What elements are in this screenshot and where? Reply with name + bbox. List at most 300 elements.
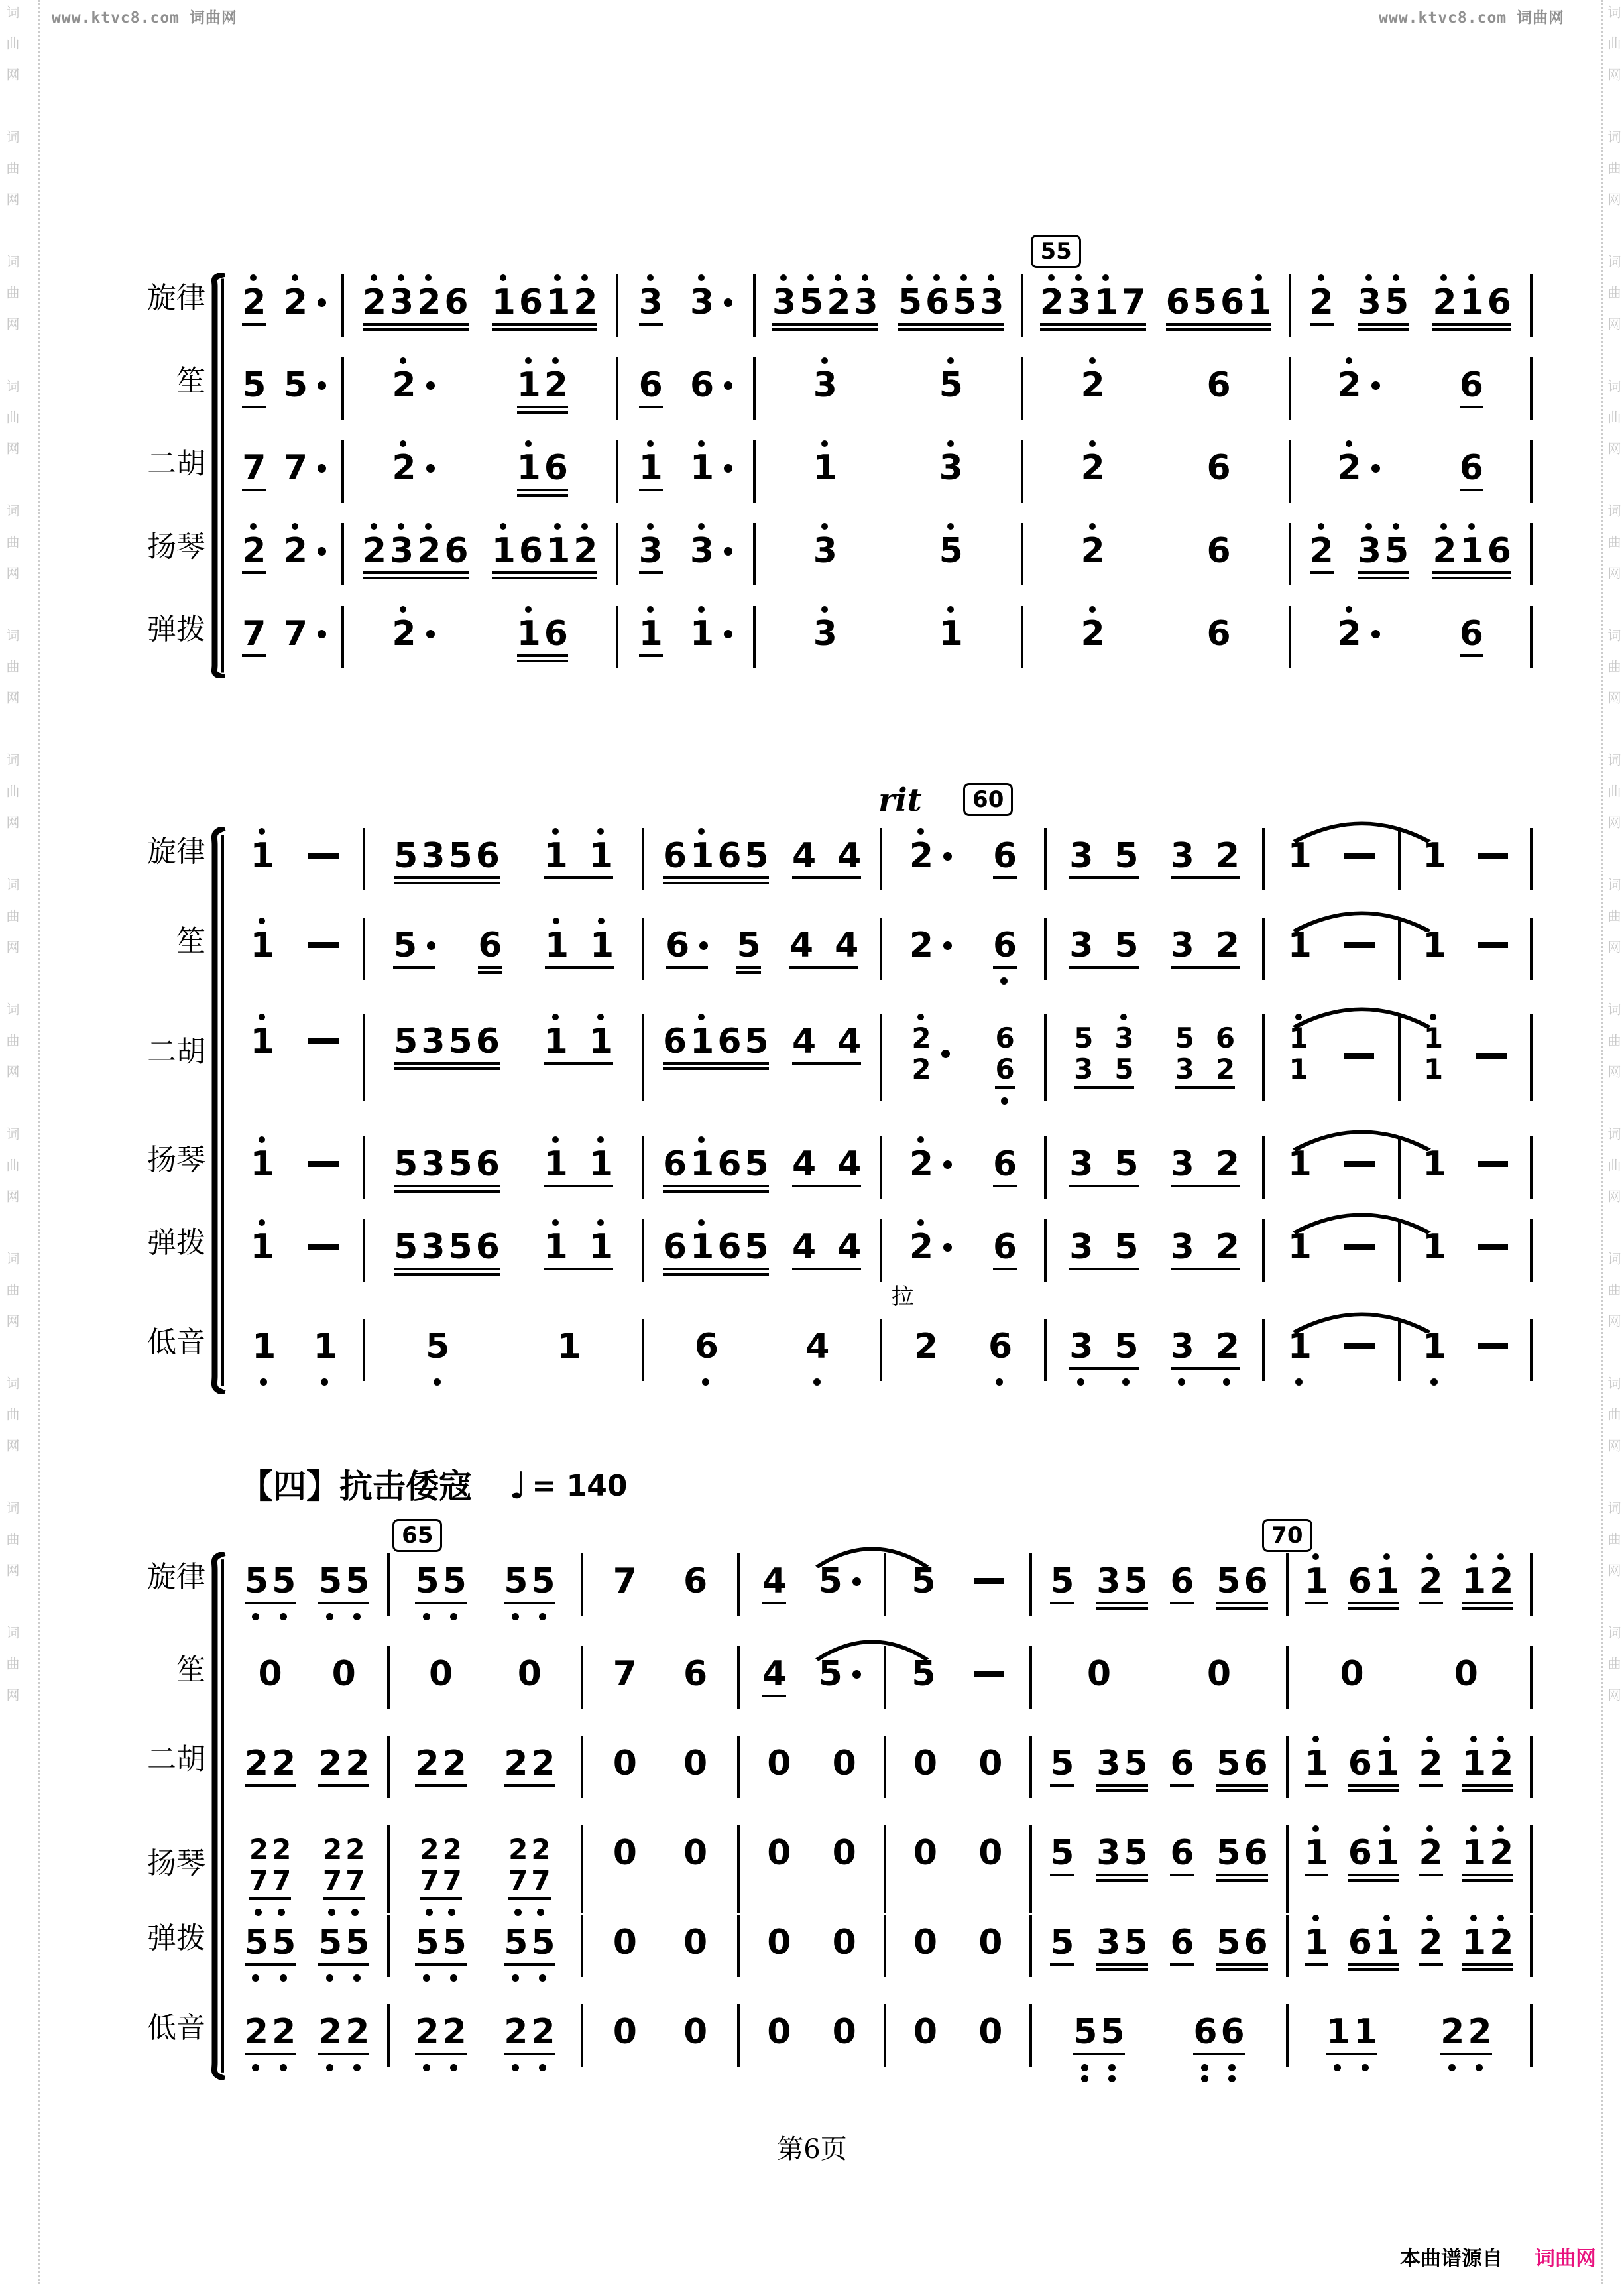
octave-dots-above bbox=[476, 1134, 498, 1145]
note bbox=[639, 272, 663, 322]
octave-dots-above bbox=[519, 272, 542, 283]
measure bbox=[1045, 1217, 1263, 1266]
digit: 2 bbox=[827, 282, 851, 322]
beam-line bbox=[663, 1185, 769, 1187]
octave-dots-above bbox=[690, 603, 713, 615]
note-digit bbox=[476, 1022, 500, 1061]
measure bbox=[617, 603, 754, 653]
digit: 3 bbox=[1170, 1327, 1194, 1366]
octave-dots-above bbox=[1288, 915, 1310, 926]
note bbox=[519, 520, 543, 570]
digit: 0 bbox=[767, 1833, 791, 1873]
octave-dots-above bbox=[1468, 2002, 1490, 2013]
octave-dots-above bbox=[544, 1217, 567, 1228]
octave-dots-above bbox=[690, 1011, 713, 1022]
digit: 7 bbox=[612, 1561, 637, 1601]
octave-dots-above bbox=[573, 272, 596, 283]
octave-dots-above bbox=[1114, 825, 1137, 837]
note bbox=[544, 355, 568, 404]
octave-dots-above bbox=[993, 1217, 1015, 1228]
note-digit bbox=[909, 926, 952, 965]
chord-digit: 1 bbox=[1423, 1022, 1444, 1054]
note-digit bbox=[544, 837, 568, 875]
octave-dots-above bbox=[242, 355, 264, 366]
note-digit bbox=[531, 1834, 550, 1896]
beam-line bbox=[1432, 577, 1511, 579]
note bbox=[544, 603, 568, 653]
measure bbox=[1290, 355, 1531, 404]
note-group bbox=[813, 438, 837, 487]
beam-line bbox=[394, 1190, 500, 1193]
beam-line bbox=[415, 1963, 466, 1966]
octave-dots-above bbox=[1100, 2002, 1123, 2013]
digit: 6 bbox=[1170, 1833, 1194, 1873]
note-digit bbox=[913, 2013, 937, 2051]
digit: 0 bbox=[832, 1923, 856, 1962]
note bbox=[245, 2002, 268, 2071]
measure bbox=[1045, 1316, 1263, 1386]
digit: 1 bbox=[1422, 1144, 1447, 1184]
note bbox=[1422, 915, 1446, 965]
octave-dots-above bbox=[978, 1912, 1001, 1923]
note-group bbox=[663, 1134, 769, 1183]
octave-dots-above bbox=[1069, 1134, 1092, 1145]
note-group bbox=[504, 1733, 555, 1783]
octave-dot bbox=[326, 2064, 333, 2071]
note bbox=[1124, 1733, 1147, 1783]
octave-dots-above bbox=[504, 1733, 526, 1744]
note-digit bbox=[1305, 1744, 1328, 1783]
note-group bbox=[492, 520, 598, 570]
octave-dots-above bbox=[914, 1316, 937, 1327]
octave-dots-above bbox=[394, 1011, 416, 1022]
digit: 6 bbox=[1244, 1744, 1268, 1783]
beam-line bbox=[363, 328, 469, 331]
note bbox=[1460, 438, 1483, 487]
note-group bbox=[251, 1217, 274, 1266]
note-group bbox=[394, 825, 500, 875]
octave-dot bbox=[988, 274, 994, 281]
octave-dots-above bbox=[911, 1011, 930, 1022]
octave-dots-above bbox=[639, 272, 662, 283]
octave-dot bbox=[552, 1136, 559, 1143]
note bbox=[1114, 915, 1138, 965]
note-digit bbox=[813, 449, 837, 487]
note-digit bbox=[835, 926, 858, 965]
note-digit bbox=[1170, 1923, 1194, 1962]
octave-dots-below bbox=[1326, 2064, 1349, 2071]
note-digit bbox=[1419, 1562, 1442, 1600]
note-digit bbox=[939, 615, 963, 653]
octave-dots-above bbox=[392, 438, 414, 449]
note bbox=[613, 1823, 637, 1872]
note-digit bbox=[833, 1744, 856, 1783]
digit: 6 bbox=[1459, 448, 1483, 488]
digit: 1 bbox=[690, 1022, 715, 1061]
octave-dots-above bbox=[639, 438, 662, 449]
octave-dots-above bbox=[245, 1551, 267, 1562]
dash bbox=[1344, 1244, 1375, 1250]
note-group bbox=[1096, 1733, 1147, 1783]
note bbox=[1171, 1134, 1194, 1183]
digit: 2 bbox=[909, 1227, 934, 1267]
note bbox=[663, 1134, 687, 1183]
augmentation-dot bbox=[724, 464, 732, 473]
digit: 5 bbox=[448, 1227, 473, 1267]
beam-line bbox=[545, 966, 614, 969]
note bbox=[1170, 1823, 1194, 1872]
note-group bbox=[833, 1823, 856, 1872]
digit: 0 bbox=[1206, 1654, 1232, 1694]
note-digit bbox=[1305, 1834, 1328, 1872]
measure bbox=[1022, 438, 1290, 487]
note-digit bbox=[1216, 1022, 1235, 1085]
instrument-label: 二胡 bbox=[147, 1035, 205, 1069]
rehearsal-number: 60 bbox=[963, 783, 1013, 816]
octave-dots-above bbox=[978, 2002, 1001, 2013]
augmentation-dot bbox=[426, 381, 435, 390]
note-digit bbox=[813, 366, 837, 404]
note bbox=[1375, 1551, 1399, 1600]
note bbox=[589, 1217, 613, 1266]
octave-dots-above bbox=[813, 520, 836, 532]
credit-site: 词曲网 bbox=[1535, 2247, 1596, 2271]
note-digit bbox=[1114, 837, 1138, 875]
augmentation-dot bbox=[941, 1050, 950, 1058]
digit: 0 bbox=[1086, 1654, 1112, 1694]
measure bbox=[1031, 1644, 1287, 1693]
note bbox=[504, 1551, 528, 1620]
octave-dots-above bbox=[1050, 1551, 1073, 1562]
note bbox=[420, 1823, 439, 1916]
note-group bbox=[911, 1011, 949, 1085]
instrument-label: 弹拨 bbox=[147, 1226, 205, 1260]
instrument-label: 笙 bbox=[176, 924, 205, 958]
digit: 0 bbox=[683, 1923, 708, 1962]
note bbox=[1216, 1823, 1240, 1872]
note-group bbox=[1424, 1011, 1443, 1085]
note bbox=[1216, 1011, 1235, 1085]
note-digit bbox=[762, 1562, 786, 1600]
measure bbox=[343, 355, 617, 404]
octave-dot bbox=[1000, 977, 1008, 985]
octave-dots-above bbox=[1348, 1733, 1371, 1744]
measure bbox=[343, 438, 617, 487]
octave-dot bbox=[917, 1219, 924, 1226]
note bbox=[1288, 1134, 1312, 1183]
octave-dots-above bbox=[613, 1551, 636, 1562]
note bbox=[531, 1733, 555, 1783]
octave-dots-below bbox=[245, 1974, 267, 1982]
octave-dots-above bbox=[518, 1644, 540, 1655]
beam-line bbox=[323, 1897, 365, 1900]
augmentation-dot bbox=[426, 630, 435, 638]
note bbox=[392, 355, 434, 404]
octave-dot bbox=[698, 1219, 705, 1226]
octave-dot bbox=[1383, 1915, 1390, 1921]
octave-dot bbox=[450, 2064, 457, 2071]
note bbox=[613, 2002, 637, 2051]
octave-dots-above bbox=[476, 1011, 498, 1022]
digit: 5 bbox=[736, 926, 761, 965]
octave-dots-below bbox=[504, 1974, 526, 1982]
note bbox=[417, 272, 441, 322]
note-digit bbox=[531, 1744, 555, 1783]
digit: 5 bbox=[394, 1144, 418, 1184]
note bbox=[1244, 1912, 1267, 1962]
note bbox=[242, 355, 266, 404]
chord-stack bbox=[420, 1834, 439, 1896]
octave-dots-above bbox=[1096, 1912, 1119, 1923]
beam-line bbox=[792, 876, 861, 879]
octave-dot bbox=[425, 274, 432, 281]
note bbox=[767, 2002, 791, 2051]
note-digit bbox=[251, 837, 274, 875]
note-digit bbox=[1244, 1744, 1267, 1783]
beam-line bbox=[1348, 1789, 1399, 1792]
note-digit bbox=[980, 283, 1004, 322]
octave-dots-above bbox=[913, 1823, 936, 1834]
note bbox=[308, 1217, 339, 1250]
octave-dot bbox=[1365, 274, 1372, 281]
octave-dots-above bbox=[531, 1733, 553, 1744]
chord-stack bbox=[249, 1834, 268, 1896]
note bbox=[909, 825, 952, 875]
note-digit bbox=[837, 1145, 861, 1183]
note bbox=[690, 272, 732, 322]
octave-dots-above bbox=[767, 2002, 789, 2013]
note bbox=[1454, 1644, 1478, 1693]
beam-line bbox=[1348, 1784, 1399, 1787]
note-digit bbox=[1216, 837, 1240, 875]
octave-dots-above bbox=[1432, 272, 1455, 283]
octave-dot bbox=[1102, 274, 1109, 281]
beam-line bbox=[1050, 1602, 1074, 1604]
note-digit bbox=[1081, 366, 1105, 404]
chord-digit: 2 bbox=[911, 1053, 931, 1085]
chord-digit: 2 bbox=[1215, 1053, 1236, 1085]
note-group bbox=[1419, 1823, 1442, 1872]
octave-dot bbox=[1440, 523, 1447, 530]
octave-dots-above bbox=[911, 1551, 934, 1562]
digit: 6 bbox=[666, 926, 690, 965]
octave-dots-above bbox=[767, 1733, 789, 1744]
beam-line bbox=[245, 1784, 296, 1787]
note-digit bbox=[429, 1655, 453, 1693]
octave-dots-above bbox=[683, 2002, 706, 2013]
octave-dots-above bbox=[978, 1823, 1001, 1834]
note-group bbox=[284, 438, 326, 487]
chord-stack bbox=[995, 1022, 1014, 1085]
note bbox=[1175, 1011, 1194, 1085]
note bbox=[1247, 272, 1271, 322]
note-digit bbox=[1375, 1562, 1399, 1600]
augmentation-dot bbox=[724, 381, 732, 390]
note-digit bbox=[1170, 1562, 1194, 1600]
digit: 2 bbox=[1419, 1744, 1443, 1783]
octave-dot bbox=[371, 523, 377, 530]
octave-dot bbox=[259, 1014, 265, 1020]
note bbox=[913, 2002, 937, 2051]
note bbox=[1375, 1912, 1399, 1962]
note bbox=[1069, 825, 1093, 875]
octave-dot bbox=[450, 1974, 457, 1982]
digit: 2 bbox=[442, 2012, 467, 2052]
staff-line bbox=[225, 825, 1531, 875]
octave-dots-above bbox=[939, 520, 962, 532]
digit: 7 bbox=[612, 1654, 637, 1694]
note bbox=[544, 1134, 568, 1183]
augmentation-dot bbox=[943, 1243, 952, 1252]
note bbox=[363, 520, 386, 570]
digit: 5 bbox=[394, 1022, 418, 1061]
octave-dots-above bbox=[318, 1733, 341, 1744]
note-group bbox=[695, 1316, 719, 1386]
digit: 5 bbox=[1385, 282, 1409, 322]
note-digit bbox=[909, 1228, 952, 1266]
beam-line bbox=[544, 1268, 613, 1270]
note-digit bbox=[1175, 1022, 1194, 1085]
beam-line bbox=[1096, 1784, 1147, 1787]
octave-dots-above bbox=[613, 1644, 636, 1655]
octave-dots-above bbox=[1171, 915, 1193, 926]
digit: 0 bbox=[331, 1654, 356, 1694]
digit: 1 bbox=[1287, 926, 1312, 965]
measure bbox=[388, 1823, 582, 1916]
note-digit bbox=[1338, 449, 1380, 487]
note-digit bbox=[478, 926, 502, 965]
note-digit bbox=[443, 1834, 462, 1896]
note-group bbox=[504, 2002, 555, 2071]
octave-dot bbox=[1470, 1736, 1477, 1742]
note-digit bbox=[1422, 1145, 1446, 1183]
digit: 5 bbox=[394, 836, 418, 876]
note-digit bbox=[767, 2013, 791, 2051]
dash bbox=[974, 1578, 1004, 1584]
note-digit bbox=[421, 837, 445, 875]
note bbox=[1338, 603, 1380, 653]
note-digit bbox=[251, 926, 274, 965]
beam-line bbox=[1069, 1268, 1138, 1270]
octave-dots-above bbox=[1454, 1644, 1477, 1655]
digit: 1 bbox=[250, 1144, 274, 1184]
staff-row bbox=[66, 1644, 1531, 1733]
note bbox=[345, 1912, 369, 1982]
note bbox=[415, 1551, 439, 1620]
note-digit bbox=[1096, 1923, 1120, 1962]
augmentation-dot bbox=[318, 630, 326, 638]
note bbox=[251, 1011, 274, 1061]
digit: 5 bbox=[244, 1561, 269, 1601]
note bbox=[345, 2002, 369, 2071]
measure bbox=[1287, 1551, 1531, 1620]
octave-dot bbox=[1334, 2064, 1341, 2071]
digit: 1 bbox=[1326, 2012, 1351, 2052]
digit: 1 bbox=[638, 448, 663, 488]
octave-dots-above bbox=[717, 1011, 740, 1022]
note-group bbox=[544, 825, 613, 875]
beam-line bbox=[1460, 489, 1483, 491]
note-group bbox=[1170, 1733, 1194, 1783]
measure bbox=[1263, 1011, 1399, 1105]
note-group bbox=[1422, 1217, 1446, 1266]
note bbox=[504, 1912, 528, 1982]
octave-dot bbox=[1476, 2064, 1483, 2071]
measure bbox=[881, 1316, 1045, 1386]
digit: 5 bbox=[345, 1561, 370, 1601]
note-digit bbox=[417, 532, 441, 570]
octave-dots-below bbox=[345, 1974, 368, 1982]
note-group bbox=[978, 1733, 1002, 1783]
octave-dots-below bbox=[245, 1613, 267, 1620]
note bbox=[284, 272, 326, 322]
note-group bbox=[1338, 603, 1380, 653]
digit: 4 bbox=[837, 836, 862, 876]
digit: 6 bbox=[1348, 1923, 1372, 1962]
note-digit bbox=[639, 449, 663, 487]
note bbox=[837, 1217, 861, 1266]
edge-watermark-left: 词曲网 词曲网 词曲网 词曲网 词曲网 词曲网 词曲网 词曲网 词曲网 词曲网 词曲网 词曲网 词曲网 词曲网 bbox=[4, 5, 20, 1750]
note-group bbox=[772, 272, 878, 322]
octave-dots-above bbox=[993, 915, 1015, 926]
note-digit bbox=[690, 1022, 714, 1061]
note-digit bbox=[1114, 1327, 1138, 1366]
note-digit bbox=[249, 1834, 268, 1896]
octave-dot bbox=[1201, 2064, 1208, 2071]
measure bbox=[1263, 1217, 1399, 1266]
measure bbox=[225, 915, 364, 985]
note-digit bbox=[1310, 283, 1334, 322]
octave-dots-above bbox=[345, 1733, 368, 1744]
note bbox=[1096, 1551, 1120, 1600]
note bbox=[531, 1912, 555, 1982]
digit: 1 bbox=[1305, 1923, 1329, 1962]
octave-dots-above bbox=[1288, 1134, 1310, 1145]
note-digit bbox=[519, 283, 543, 322]
note-group bbox=[1305, 1823, 1328, 1872]
note-digit bbox=[939, 366, 963, 404]
chord-stack bbox=[508, 1834, 528, 1896]
note bbox=[251, 825, 274, 875]
octave-dot bbox=[1178, 1378, 1185, 1386]
staff-line bbox=[225, 1644, 1531, 1693]
octave-dot bbox=[996, 1378, 1003, 1386]
note-digit bbox=[717, 1145, 741, 1183]
measure bbox=[1290, 438, 1531, 487]
note bbox=[492, 520, 516, 570]
digit: 6 bbox=[475, 1144, 500, 1184]
beam-line bbox=[492, 571, 598, 574]
octave-dots-above bbox=[1124, 1912, 1146, 1923]
note bbox=[272, 1823, 291, 1916]
note bbox=[318, 1912, 342, 1982]
instrument-label: 二胡 bbox=[147, 1742, 205, 1776]
staff-row bbox=[66, 1733, 1531, 1823]
note bbox=[1050, 1912, 1074, 1962]
digit: 5 bbox=[318, 1923, 343, 1962]
beam-line bbox=[1358, 323, 1409, 326]
octave-dots-above bbox=[1216, 1912, 1239, 1923]
beam-line bbox=[772, 328, 878, 331]
chord-stack bbox=[345, 1834, 365, 1896]
note bbox=[1289, 1011, 1308, 1085]
note bbox=[1432, 272, 1456, 322]
digit: 2 bbox=[442, 1744, 467, 1783]
note-digit bbox=[504, 1744, 528, 1783]
note-digit bbox=[421, 1145, 445, 1183]
beam-line bbox=[898, 323, 1004, 326]
measure bbox=[225, 1134, 364, 1183]
